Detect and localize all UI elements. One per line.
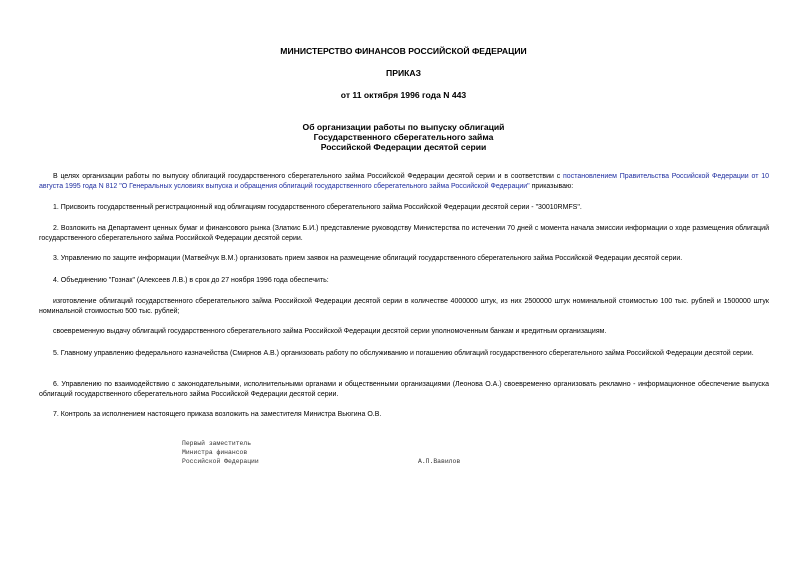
document-title-line-2: Государственного сберегательного займа bbox=[313, 132, 494, 142]
item-5-paragraph: 5. Главному управлению федерального казначейства (Смирнов А.В.) организовать работу по обслуживанию и погашению облигаций государственного сберегательного займа Российской Федерации десятой серии. bbox=[53, 350, 754, 357]
signature-position-line-1: Первый заместитель bbox=[182, 440, 252, 447]
item-6-paragraph: 6. Управлению по взаимодействию с законодательными, исполнительными органами и общественными организациями (Леонова О.А.) своевременно организовать рекламно - информационное обеспечение выпуска облигаций государственного сберегательного займа Российской Федерации десятой серии. bbox=[39, 381, 769, 398]
item-4b-paragraph: своевременную выдачу облигаций государственного сберегательного займа Российской Федерации десятой серии уполномоченным банкам и кредитным организациям. bbox=[53, 328, 607, 335]
document-date-number: от 11 октября 1996 года N 443 bbox=[340, 90, 467, 100]
preamble-text-before: В целях организации работы по выпуску облигаций государственного сберегательного займа Российской Федерации десятой серии и в соответствии с bbox=[53, 173, 564, 180]
item-2-paragraph: 2. Возложить на Департамент ценных бумаг и финансового рынка (Златкис Б.И.) представление руководству Министерства по истечении 70 дней с момента начала эмиссии информации о ходе размещения облигаций государственного сберегательного займа Российской Федерации десятой серии. bbox=[39, 225, 769, 242]
signature-position-line-3: Российской Федерации bbox=[182, 458, 259, 465]
item-7-paragraph: 7. Контроль за исполнением настоящего приказа возложить на заместителя Министра Вьюгина О.В. bbox=[53, 411, 382, 418]
document-title-line-1: Об организации работы по выпуску облигаций bbox=[302, 122, 505, 132]
item-4-paragraph: 4. Объединению "Гознак" (Алексеев Л.В.) в срок до 27 ноября 1996 года обеспечить: bbox=[53, 277, 329, 284]
government-decree-link[interactable]: постановлением Правительства Российской Федерации от 10 августа 1995 года N 812 "О Генеральных условиях выпуска и обращения облигаций государственного сберегательного займа Российской Федерации" bbox=[39, 173, 769, 190]
document-type: ПРИКАЗ bbox=[386, 68, 421, 78]
preamble-text-after: приказываю: bbox=[529, 183, 574, 190]
item-3-paragraph: 3. Управлению по защите информации (Матвейчук В.М.) организовать прием заявок на размещение облигаций государственного сберегательного займа Российской Федерации десятой серии. bbox=[53, 255, 683, 262]
signatory-name: А.П.Вавилов bbox=[418, 458, 461, 465]
document-title-line-3: Российской Федерации десятой серии bbox=[320, 142, 487, 152]
item-4a-paragraph: изготовление облигаций государственного сберегательного займа Российской Федерации десятой серии в количестве 4000000 штук, из них 2500000 штук номинальной стоимостью 100 тыс. рублей и 1500000 штук номинальной стоимостью 500 тыс. рублей; bbox=[39, 298, 769, 315]
signature-position-line-2: Министра финансов bbox=[182, 449, 248, 456]
preamble-paragraph bbox=[39, 172, 769, 192]
ministry-heading: МИНИСТЕРСТВО ФИНАНСОВ РОССИЙСКОЙ ФЕДЕРАЦИИ bbox=[280, 46, 527, 56]
item-1-paragraph: 1. Присвоить государственный регистрационный код облигациям государственного сберегательного займа Российской Федерации десятой серии - "30010RMFS". bbox=[53, 204, 582, 211]
